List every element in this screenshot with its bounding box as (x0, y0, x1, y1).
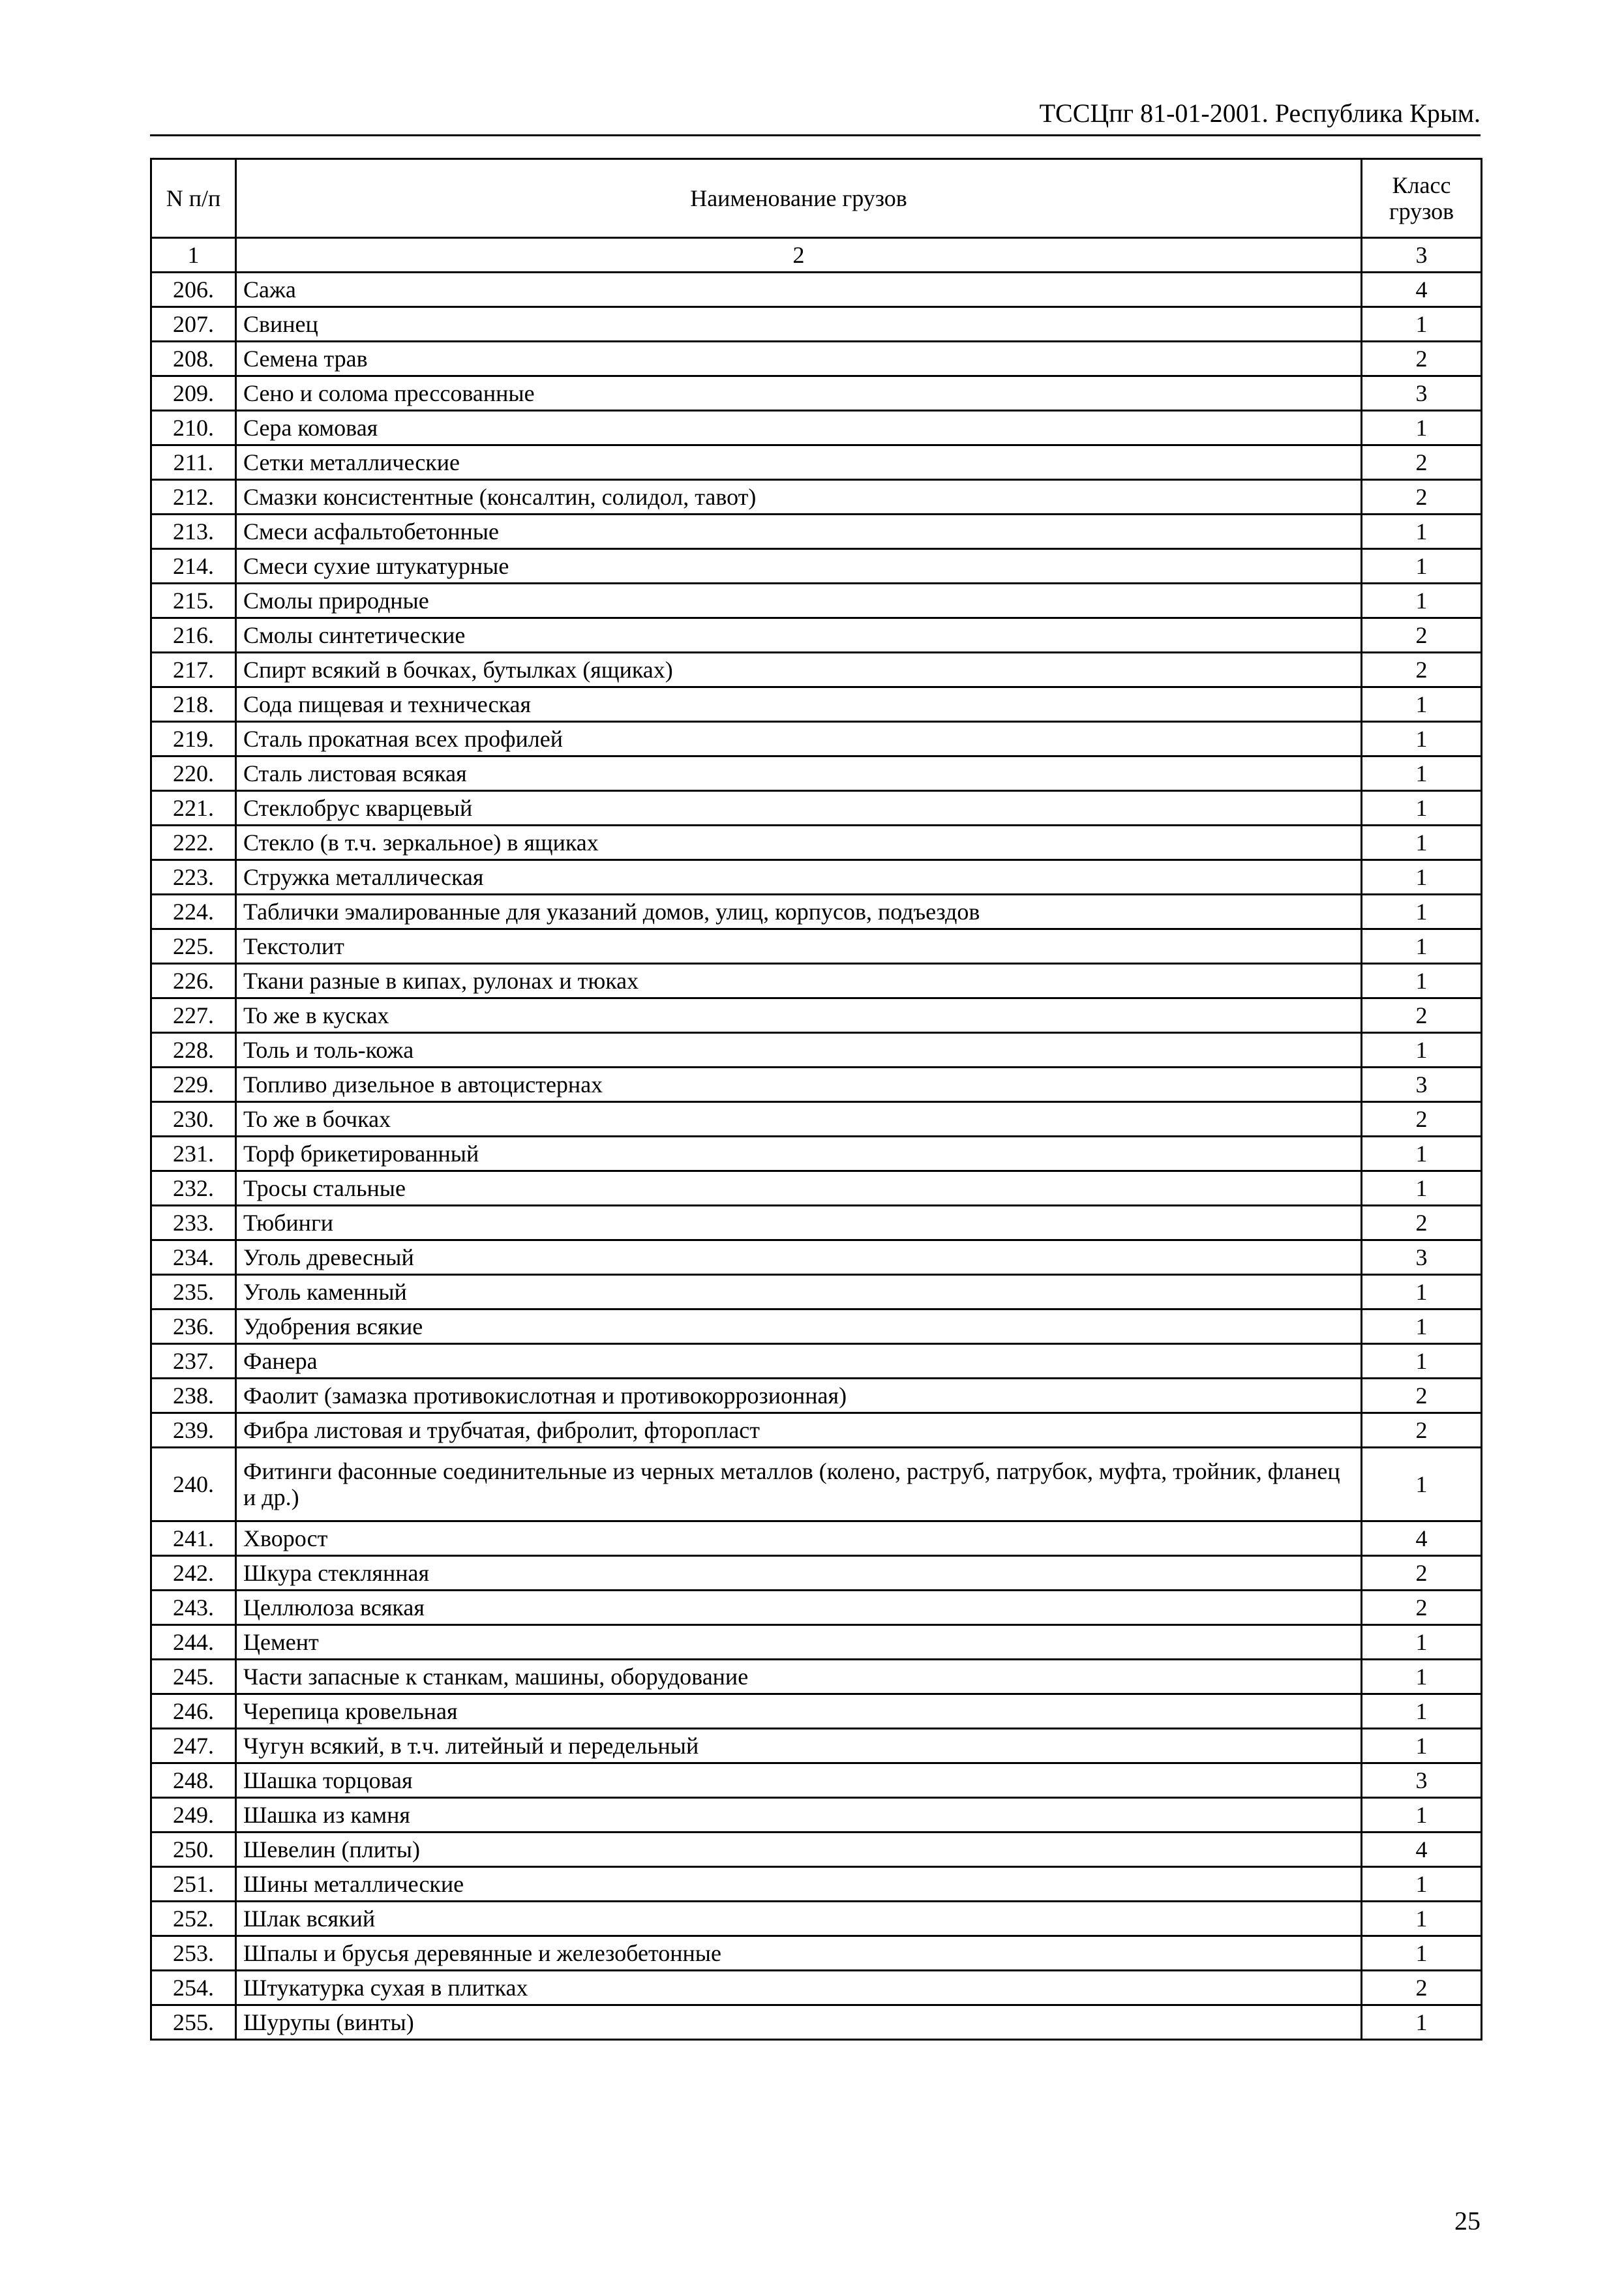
row-number: 229. (151, 1068, 236, 1102)
table-row (151, 273, 1482, 307)
table-row (151, 653, 1482, 687)
cargo-class: 1 (1362, 1448, 1482, 1521)
cargo-class: 1 (1362, 722, 1482, 756)
cargo-name: Шлак всякий (236, 1902, 1362, 1936)
table-row (151, 376, 1482, 411)
row-number: 209. (151, 376, 236, 411)
cargo-class: 1 (1362, 791, 1482, 826)
row-number: 252. (151, 1902, 236, 1936)
row-number: 211. (151, 445, 236, 480)
cargo-class: 2 (1362, 445, 1482, 480)
cargo-class: 4 (1362, 1521, 1482, 1556)
column-number-1: 1 (151, 238, 236, 273)
cargo-class: 3 (1362, 1240, 1482, 1275)
table-row (151, 1413, 1482, 1448)
cargo-name: Смазки консистентные (консалтин, солидол, тавот) (236, 480, 1362, 515)
cargo-name: Части запасные к станкам, машины, оборудование (236, 1660, 1362, 1694)
cargo-name: Торф брикетированный (236, 1137, 1362, 1171)
cargo-name: То же в кусках (236, 998, 1362, 1033)
table-row (151, 411, 1482, 445)
row-number: 214. (151, 549, 236, 584)
column-number-2: 2 (236, 238, 1362, 273)
table-row (151, 998, 1482, 1033)
row-number: 234. (151, 1240, 236, 1275)
cargo-class: 2 (1362, 1102, 1482, 1137)
column-number-3: 3 (1362, 238, 1482, 273)
table-row (151, 1102, 1482, 1137)
table-row (151, 929, 1482, 964)
cargo-class: 1 (1362, 1344, 1482, 1379)
cargo-class: 3 (1362, 376, 1482, 411)
cargo-name: Фитинги фасонные соединительные из черных металлов (колено, раструб, патрубок, муфта, тройник, фланец и др.) (236, 1448, 1362, 1521)
table-row (151, 826, 1482, 860)
cargo-class: 1 (1362, 1275, 1482, 1309)
header-name: Наименование грузов (236, 159, 1362, 238)
cargo-name: Ткани разные в кипах, рулонах и тюках (236, 964, 1362, 998)
table-row (151, 1137, 1482, 1171)
row-number: 217. (151, 653, 236, 687)
row-number: 210. (151, 411, 236, 445)
cargo-name: Шкура стеклянная (236, 1556, 1362, 1591)
header-row (151, 159, 1482, 238)
table-row (151, 1936, 1482, 1971)
cargo-name: Тросы стальные (236, 1171, 1362, 1206)
row-number: 222. (151, 826, 236, 860)
cargo-name: Хворост (236, 1521, 1362, 1556)
table-row (151, 1240, 1482, 1275)
row-number: 226. (151, 964, 236, 998)
cargo-class: 1 (1362, 826, 1482, 860)
table-row (151, 756, 1482, 791)
cargo-name: Черепица кровельная (236, 1694, 1362, 1729)
cargo-class: 2 (1362, 1971, 1482, 2005)
table-row (151, 722, 1482, 756)
row-number: 238. (151, 1379, 236, 1413)
cargo-name: Шурупы (винты) (236, 2005, 1362, 2040)
table-row (151, 1867, 1482, 1902)
document-title: ТССЦпг 81-01-2001. Республика Крым. (1039, 98, 1481, 128)
table-row (151, 964, 1482, 998)
cargo-class: 1 (1362, 1309, 1482, 1344)
cargo-class: 2 (1362, 653, 1482, 687)
table-row (151, 1625, 1482, 1660)
cargo-class: 2 (1362, 1556, 1482, 1591)
table-row (151, 1833, 1482, 1867)
row-number: 239. (151, 1413, 236, 1448)
cargo-name: Шашка торцовая (236, 1763, 1362, 1798)
row-number: 215. (151, 584, 236, 618)
cargo-name: Удобрения всякие (236, 1309, 1362, 1344)
table-row (151, 1344, 1482, 1379)
cargo-name: Тюбинги (236, 1206, 1362, 1240)
row-number: 207. (151, 307, 236, 342)
cargo-class: 2 (1362, 618, 1482, 653)
table-row (151, 307, 1482, 342)
row-number: 225. (151, 929, 236, 964)
row-number: 208. (151, 342, 236, 376)
cargo-name: Цемент (236, 1625, 1362, 1660)
row-number: 221. (151, 791, 236, 826)
row-number: 228. (151, 1033, 236, 1068)
table-row (151, 1902, 1482, 1936)
cargo-class: 1 (1362, 1660, 1482, 1694)
header-num: N п/п (151, 159, 236, 238)
cargo-class: 1 (1362, 1798, 1482, 1833)
table-row (151, 1379, 1482, 1413)
cargo-name: Шины металлические (236, 1867, 1362, 1902)
cargo-class: 2 (1362, 480, 1482, 515)
table-row (151, 618, 1482, 653)
cargo-class: 2 (1362, 1591, 1482, 1625)
row-number: 240. (151, 1448, 236, 1521)
cargo-class-table (150, 158, 1482, 2041)
cargo-name: Штукатурка сухая в плитках (236, 1971, 1362, 2005)
cargo-name: Смолы синтетические (236, 618, 1362, 653)
row-number: 206. (151, 273, 236, 307)
table-row (151, 1729, 1482, 1763)
page-header (150, 97, 1481, 136)
row-number: 248. (151, 1763, 236, 1798)
cargo-class: 1 (1362, 756, 1482, 791)
row-number: 254. (151, 1971, 236, 2005)
cargo-class: 2 (1362, 998, 1482, 1033)
cargo-class: 1 (1362, 1902, 1482, 1936)
cargo-class: 1 (1362, 1033, 1482, 1068)
cargo-name: Фаолит (замазка противокислотная и противокоррозионная) (236, 1379, 1362, 1413)
cargo-name: Смеси сухие штукатурные (236, 549, 1362, 584)
table-row (151, 584, 1482, 618)
row-number: 253. (151, 1936, 236, 1971)
table-row (151, 1763, 1482, 1798)
cargo-name: Сажа (236, 273, 1362, 307)
row-number: 244. (151, 1625, 236, 1660)
cargo-name: Уголь древесный (236, 1240, 1362, 1275)
table-row (151, 1556, 1482, 1591)
cargo-name: Шпалы и брусья деревянные и железобетонные (236, 1936, 1362, 1971)
cargo-name: Смолы природные (236, 584, 1362, 618)
table-row (151, 1448, 1482, 1521)
cargo-class: 3 (1362, 1068, 1482, 1102)
column-numbers-row (151, 238, 1482, 273)
row-number: 246. (151, 1694, 236, 1729)
table-row (151, 860, 1482, 895)
cargo-name: Сера комовая (236, 411, 1362, 445)
table-row (151, 342, 1482, 376)
cargo-name: Сетки металлические (236, 445, 1362, 480)
cargo-name: Топливо дизельное в автоцистернах (236, 1068, 1362, 1102)
cargo-class: 1 (1362, 687, 1482, 722)
cargo-name: Шашка из камня (236, 1798, 1362, 1833)
cargo-class: 1 (1362, 860, 1482, 895)
row-number: 231. (151, 1137, 236, 1171)
row-number: 235. (151, 1275, 236, 1309)
cargo-class: 1 (1362, 895, 1482, 929)
cargo-class: 1 (1362, 1936, 1482, 1971)
cargo-name: Шевелин (плиты) (236, 1833, 1362, 1867)
cargo-name: Смеси асфальтобетонные (236, 515, 1362, 549)
cargo-name: Сталь прокатная всех профилей (236, 722, 1362, 756)
table-row (151, 1033, 1482, 1068)
cargo-name: Уголь каменный (236, 1275, 1362, 1309)
cargo-name: Спирт всякий в бочках, бутылках (ящиках) (236, 653, 1362, 687)
cargo-name: Свинец (236, 307, 1362, 342)
table-row (151, 791, 1482, 826)
cargo-class: 2 (1362, 342, 1482, 376)
cargo-class: 1 (1362, 1867, 1482, 1902)
row-number: 227. (151, 998, 236, 1033)
row-number: 255. (151, 2005, 236, 2040)
cargo-name: Сталь листовая всякая (236, 756, 1362, 791)
row-number: 233. (151, 1206, 236, 1240)
table-row (151, 1798, 1482, 1833)
cargo-class: 1 (1362, 307, 1482, 342)
cargo-name: Толь и толь-кожа (236, 1033, 1362, 1068)
table-row (151, 1591, 1482, 1625)
row-number: 224. (151, 895, 236, 929)
cargo-class: 1 (1362, 549, 1482, 584)
row-number: 212. (151, 480, 236, 515)
cargo-name: Текстолит (236, 929, 1362, 964)
cargo-class: 1 (1362, 929, 1482, 964)
row-number: 223. (151, 860, 236, 895)
cargo-class: 1 (1362, 1694, 1482, 1729)
cargo-class: 1 (1362, 411, 1482, 445)
cargo-class: 1 (1362, 964, 1482, 998)
cargo-class: 1 (1362, 1625, 1482, 1660)
row-number: 242. (151, 1556, 236, 1591)
cargo-class: 1 (1362, 584, 1482, 618)
table-row (151, 895, 1482, 929)
row-number: 243. (151, 1591, 236, 1625)
table-row (151, 445, 1482, 480)
table-row (151, 1971, 1482, 2005)
table-row (151, 1660, 1482, 1694)
header-class: Класс грузов (1362, 159, 1482, 238)
row-number: 219. (151, 722, 236, 756)
cargo-class: 1 (1362, 1137, 1482, 1171)
table-header (151, 159, 1482, 273)
row-number: 247. (151, 1729, 236, 1763)
cargo-name: Сено и солома прессованные (236, 376, 1362, 411)
cargo-class: 1 (1362, 2005, 1482, 2040)
cargo-name: Таблички эмалированные для указаний домов, улиц, корпусов, подъездов (236, 895, 1362, 929)
table-row (151, 2005, 1482, 2040)
row-number: 213. (151, 515, 236, 549)
table-row (151, 1309, 1482, 1344)
row-number: 230. (151, 1102, 236, 1137)
table-row (151, 1275, 1482, 1309)
table-row (151, 1521, 1482, 1556)
row-number: 218. (151, 687, 236, 722)
table-row (151, 515, 1482, 549)
cargo-class: 1 (1362, 1729, 1482, 1763)
table-row (151, 1694, 1482, 1729)
cargo-class: 4 (1362, 273, 1482, 307)
cargo-class: 1 (1362, 1171, 1482, 1206)
table-row (151, 480, 1482, 515)
cargo-name: То же в бочках (236, 1102, 1362, 1137)
cargo-name: Целлюлоза всякая (236, 1591, 1362, 1625)
page-number: 25 (1454, 2206, 1481, 2236)
cargo-class: 2 (1362, 1379, 1482, 1413)
row-number: 249. (151, 1798, 236, 1833)
table-body (151, 273, 1482, 2040)
row-number: 241. (151, 1521, 236, 1556)
cargo-class: 2 (1362, 1206, 1482, 1240)
row-number: 250. (151, 1833, 236, 1867)
cargo-name: Семена трав (236, 342, 1362, 376)
row-number: 220. (151, 756, 236, 791)
table-row (151, 687, 1482, 722)
cargo-class: 2 (1362, 1413, 1482, 1448)
table-row (151, 549, 1482, 584)
cargo-name: Фанера (236, 1344, 1362, 1379)
cargo-name: Фибра листовая и трубчатая, фибролит, фторопласт (236, 1413, 1362, 1448)
cargo-name: Чугун всякий, в т.ч. литейный и передельный (236, 1729, 1362, 1763)
row-number: 216. (151, 618, 236, 653)
cargo-class: 1 (1362, 515, 1482, 549)
cargo-class: 4 (1362, 1833, 1482, 1867)
row-number: 232. (151, 1171, 236, 1206)
cargo-name: Стеклобрус кварцевый (236, 791, 1362, 826)
table-row (151, 1171, 1482, 1206)
row-number: 237. (151, 1344, 236, 1379)
table-row (151, 1068, 1482, 1102)
table-row (151, 1206, 1482, 1240)
row-number: 236. (151, 1309, 236, 1344)
cargo-name: Стекло (в т.ч. зеркальное) в ящиках (236, 826, 1362, 860)
cargo-name: Сода пищевая и техническая (236, 687, 1362, 722)
row-number: 245. (151, 1660, 236, 1694)
cargo-name: Стружка металлическая (236, 860, 1362, 895)
row-number: 251. (151, 1867, 236, 1902)
cargo-class: 3 (1362, 1763, 1482, 1798)
